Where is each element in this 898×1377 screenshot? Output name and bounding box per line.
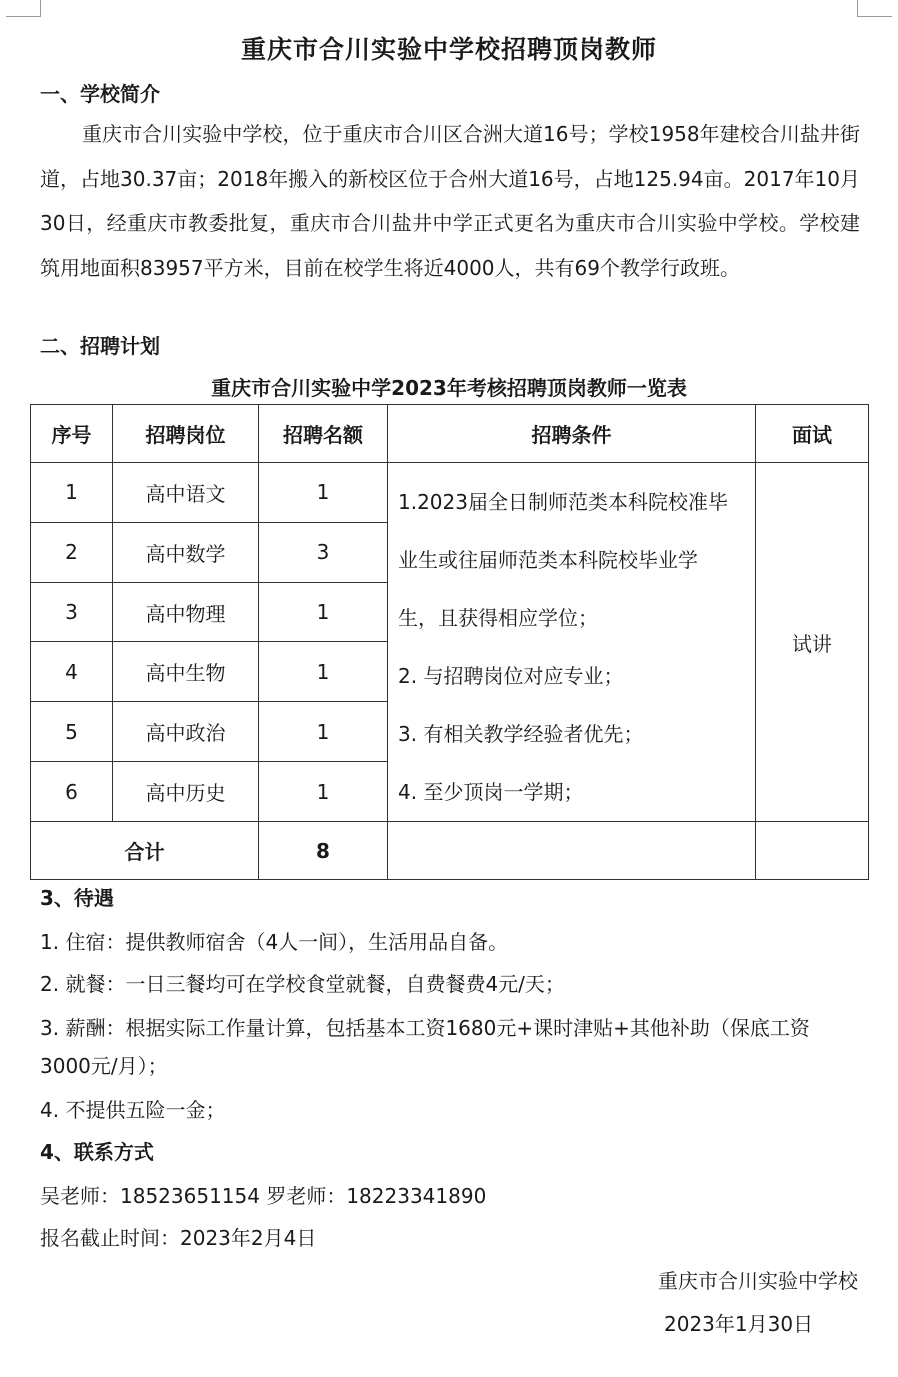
- total-label: 合计: [31, 822, 259, 880]
- signature-org: 重庆市合川实验中学校: [658, 1269, 858, 1293]
- row-post: 高中物理: [113, 582, 259, 642]
- header-conditions: 招聘条件: [388, 405, 756, 463]
- condition-line: 业生或往届师范类本科院校毕业学: [398, 548, 698, 572]
- section-heading-benefits: 3、待遇: [40, 886, 114, 910]
- condition-line: 生，且获得相应学位；: [398, 606, 598, 630]
- benefit-item: 4. 不提供五险一金；: [40, 1098, 226, 1122]
- corner-crop-mark-left: [6, 0, 41, 17]
- header-interview: 面试: [756, 405, 869, 463]
- table-header-row: [31, 405, 869, 463]
- school-intro-paragraph: 重庆市合川实验中学校，位于重庆市合川区合洲大道16号；学校1958年建校合川盐井街道，占地30.37亩；2018年搬入的新校区位于合州大道16号，占地125.94亩。2017年10月30日，经重庆市教委批复，重庆市合川盐井中学正式更名为重庆市合川实验中学校。学校建筑用地面积83957平方米，目前在校学生将近4000人，共有69个教学行政班。: [40, 122, 860, 280]
- condition-line: 3. 有相关教学经验者优先；: [398, 722, 644, 746]
- header-post: 招聘岗位: [113, 405, 259, 463]
- corner-crop-mark-right: [857, 0, 892, 17]
- signature-date: 2023年1月30日: [664, 1312, 814, 1336]
- contact-phones: 吴老师：18523651154 罗老师：18223341890: [40, 1184, 487, 1208]
- row-post: 高中政治: [113, 702, 259, 762]
- row-no: 5: [31, 702, 113, 762]
- table-caption: 重庆市合川实验中学2023年考核招聘顶岗教师一览表: [211, 376, 687, 400]
- interview-cell: 试讲: [756, 463, 869, 822]
- row-count: 1: [259, 582, 388, 642]
- benefit-item: 3. 薪酬：根据实际工作量计算，包括基本工资1680元+课时津贴+其他补助（保底工资: [40, 1016, 810, 1040]
- section-heading-plan: 二、招聘计划: [40, 334, 160, 358]
- condition-line: 4. 至少顶岗一学期；: [398, 780, 584, 804]
- row-count: 1: [259, 762, 388, 822]
- row-post: 高中历史: [113, 762, 259, 822]
- page-title: 重庆市合川实验中学校招聘顶岗教师: [240, 35, 657, 64]
- recruitment-table: [30, 404, 869, 880]
- section-heading-contact: 4、联系方式: [40, 1140, 154, 1164]
- row-no: 3: [31, 582, 113, 642]
- row-count: 1: [259, 702, 388, 762]
- header-no: 序号: [31, 405, 113, 463]
- header-count: 招聘名额: [259, 405, 388, 463]
- condition-line: 2. 与招聘岗位对应专业；: [398, 664, 624, 688]
- row-post: 高中数学: [113, 522, 259, 582]
- row-post: 高中生物: [113, 642, 259, 702]
- row-count: 3: [259, 522, 388, 582]
- row-no: 1: [31, 463, 113, 523]
- table-total-row: [31, 822, 869, 880]
- total-interview-empty: [756, 822, 869, 880]
- row-count: 1: [259, 463, 388, 523]
- condition-line: 1.2023届全日制师范类本科院校准毕: [398, 490, 728, 514]
- conditions-cell: [388, 463, 756, 822]
- table-row: [31, 463, 869, 523]
- total-count: 8: [259, 822, 388, 880]
- section-heading-intro: 一、学校简介: [40, 82, 160, 106]
- row-no: 4: [31, 642, 113, 702]
- row-no: 2: [31, 522, 113, 582]
- registration-deadline: 报名截止时间：2023年2月4日: [40, 1226, 317, 1250]
- benefit-item: 2. 就餐：一日三餐均可在学校食堂就餐，自费餐费4元/天；: [40, 972, 565, 996]
- row-count: 1: [259, 642, 388, 702]
- total-conditions-empty: [388, 822, 756, 880]
- benefit-item-continued: 3000元/月）；: [40, 1054, 168, 1078]
- row-post: 高中语文: [113, 463, 259, 523]
- row-no: 6: [31, 762, 113, 822]
- benefit-item: 1. 住宿：提供教师宿舍（4人一间），生活用品自备。: [40, 930, 509, 954]
